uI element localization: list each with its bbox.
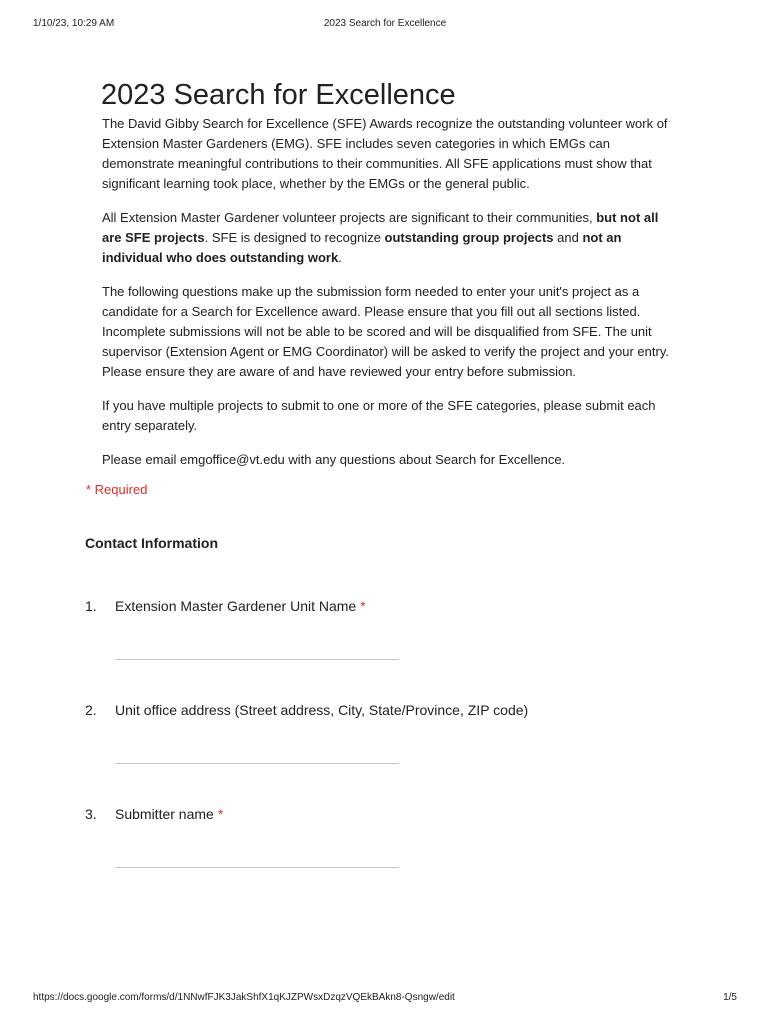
question-number: 2. (85, 702, 97, 718)
unit-office-address-answer-field[interactable] (115, 763, 399, 764)
question-label: Unit office address (Street address, City, State/Province, ZIP code) (115, 702, 529, 718)
print-url: https://docs.google.com/forms/d/1NNwfFJK3JakShfX1qKJZPWsxDzqzVQEkBAkn8-Qsngw/edit (33, 992, 455, 1003)
print-doc-title: 2023 Search for Excellence (323, 18, 447, 29)
print-date: 1/10/23, 10:29 AM (33, 18, 115, 29)
description-paragraph-5: Please email emgoffice@vt.edu with any questions about Search for Excellence. (102, 452, 566, 467)
question-number: 3. (85, 806, 97, 822)
required-asterisk: * (360, 598, 366, 614)
required-asterisk: * (217, 806, 224, 822)
print-header (33, 18, 737, 32)
description-paragraph-2 (102, 208, 676, 268)
p2-text-e: and (553, 230, 583, 245)
print-footer (33, 992, 737, 1006)
section-title-contact-information: Contact Information (85, 535, 218, 551)
description-paragraph-1: The David Gibby Search for Excellence (SFE) Awards recognize the outstanding volunteer work of Extension Master Gardeners (EMG). SFE includes seven categories in which EMGs can demonstrate meaningful contributions to their communities. All SFE applications must show that significant learning took place, whether by the EMGs or the general public. (102, 116, 668, 191)
question-label: Submitter name * (115, 806, 224, 822)
page-number: 1/5 (723, 992, 737, 1003)
form-title: 2023 Search for Excellence (101, 79, 456, 111)
p2-text-a: All Extension Master Gardener volunteer projects are significant to their communities, (102, 210, 597, 225)
description-paragraph-4: If you have multiple projects to submit to one or more of the SFE categories, please submit each entry separately. (102, 398, 656, 433)
p2-bold-group-projects: outstanding group projects (384, 230, 554, 245)
form-description (102, 114, 676, 484)
description-paragraph-3: The following questions make up the submission form needed to enter your unit's project as a candidate for a Search for Excellence award. Please ensure that you fill out all sections listed. Incomplete submissions will not be able to be scored and will be disqualified from SFE. The unit supervisor (Extension Agent or EMG Coordinator) will be asked to verify the project and your entry. Please ensure they are aware of and have reviewed your entry before submission. (102, 284, 669, 379)
p2-bold-not-individual: not an individual who does outstanding work (102, 230, 622, 265)
p2-bold-not-all: but not all are SFE projects (102, 210, 659, 245)
p2-text-c: . SFE is designed to recognize (204, 230, 385, 245)
p2-text-g: . (338, 250, 342, 265)
required-note: * Required (86, 482, 148, 497)
question-label: Extension Master Gardener Unit Name * (115, 598, 366, 614)
question-number: 1. (85, 598, 97, 614)
submitter-name-answer-field[interactable] (115, 867, 399, 868)
unit-name-answer-field[interactable] (115, 659, 399, 660)
